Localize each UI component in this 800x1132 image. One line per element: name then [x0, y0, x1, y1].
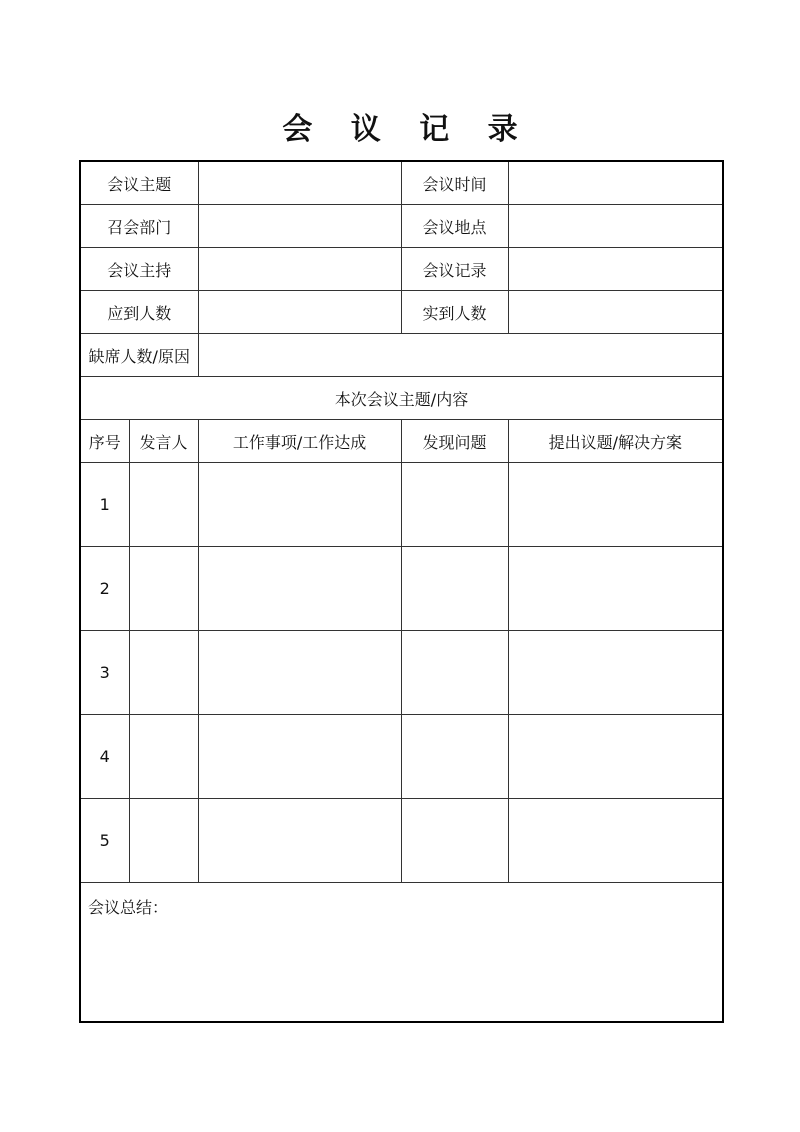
time-label: 会议时间 — [401, 161, 508, 205]
column-header-no: 序号 — [80, 420, 129, 463]
item-number: 2 — [80, 547, 129, 631]
item-solution[interactable] — [508, 799, 723, 883]
absent-label: 缺席人数/原因 — [80, 334, 198, 377]
item-speaker[interactable] — [129, 547, 198, 631]
summary-label: 会议总结： — [88, 898, 169, 917]
topic-label: 会议主题 — [80, 161, 198, 205]
location-value[interactable] — [508, 205, 723, 248]
item-speaker[interactable] — [129, 463, 198, 547]
item-work[interactable] — [198, 547, 401, 631]
section-heading-row — [80, 377, 723, 420]
table-row — [80, 799, 723, 883]
department-value[interactable] — [198, 205, 401, 248]
item-problem[interactable] — [401, 799, 508, 883]
time-value[interactable] — [508, 161, 723, 205]
info-row-department — [80, 205, 723, 248]
column-header-problem: 发现问题 — [401, 420, 508, 463]
recorder-value[interactable] — [508, 248, 723, 291]
actual-count-label: 实到人数 — [401, 291, 508, 334]
item-speaker[interactable] — [129, 631, 198, 715]
section-heading: 本次会议主题/内容 — [80, 377, 723, 420]
item-problem[interactable] — [401, 547, 508, 631]
column-header-speaker: 发言人 — [129, 420, 198, 463]
table-row — [80, 547, 723, 631]
expected-count-label: 应到人数 — [80, 291, 198, 334]
summary-row — [80, 883, 723, 1023]
table-row — [80, 463, 723, 547]
location-label: 会议地点 — [401, 205, 508, 248]
expected-count-value[interactable] — [198, 291, 401, 334]
table-row — [80, 631, 723, 715]
item-speaker[interactable] — [129, 799, 198, 883]
host-value[interactable] — [198, 248, 401, 291]
item-solution[interactable] — [508, 463, 723, 547]
host-label: 会议主持 — [80, 248, 198, 291]
actual-count-value[interactable] — [508, 291, 723, 334]
item-problem[interactable] — [401, 715, 508, 799]
meeting-record-table — [79, 160, 724, 1023]
item-solution[interactable] — [508, 547, 723, 631]
item-solution[interactable] — [508, 631, 723, 715]
page-title: 会 议 记 录 — [282, 112, 532, 147]
item-speaker[interactable] — [129, 715, 198, 799]
column-header-work: 工作事项/工作达成 — [198, 420, 401, 463]
summary-cell[interactable] — [80, 883, 723, 1023]
info-row-attendance — [80, 291, 723, 334]
item-number: 5 — [80, 799, 129, 883]
item-work[interactable] — [198, 799, 401, 883]
absent-value[interactable] — [198, 334, 723, 377]
topic-value[interactable] — [198, 161, 401, 205]
item-number: 1 — [80, 463, 129, 547]
info-row-topic — [80, 161, 723, 205]
item-number: 4 — [80, 715, 129, 799]
department-label: 召会部门 — [80, 205, 198, 248]
item-work[interactable] — [198, 715, 401, 799]
info-row-absent — [80, 334, 723, 377]
column-header-row — [80, 420, 723, 463]
item-work[interactable] — [198, 631, 401, 715]
item-work[interactable] — [198, 463, 401, 547]
item-problem[interactable] — [401, 631, 508, 715]
item-solution[interactable] — [508, 715, 723, 799]
item-number: 3 — [80, 631, 129, 715]
table-row — [80, 715, 723, 799]
info-row-host — [80, 248, 723, 291]
column-header-solution: 提出议题/解决方案 — [508, 420, 723, 463]
recorder-label: 会议记录 — [401, 248, 508, 291]
item-problem[interactable] — [401, 463, 508, 547]
